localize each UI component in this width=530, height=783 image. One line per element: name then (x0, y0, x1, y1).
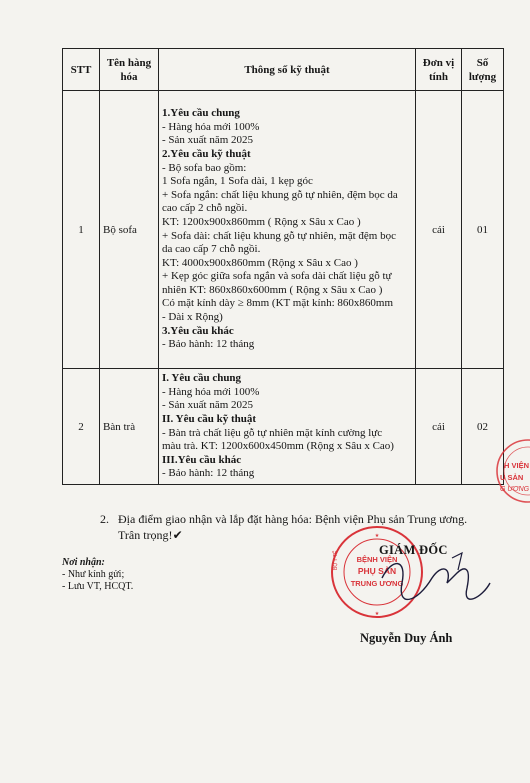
spec-heading: I. Yêu cầu chung (162, 372, 242, 385)
svg-text:BỘ Y TẾ: BỘ Y TẾ (333, 550, 339, 570)
row-item-name: Bộ sofa (100, 91, 159, 369)
row-stt: 2 (63, 369, 100, 485)
recipients-block (62, 557, 133, 593)
header-quantity: Số lượng (462, 49, 504, 91)
spec-line: - Hàng hóa mới 100% (162, 120, 260, 133)
row-unit: cái (416, 369, 462, 485)
row-item-name: Bàn trà (100, 369, 159, 485)
row-quantity: 01 (462, 91, 504, 369)
recipients-title: Nơi nhận: (62, 557, 105, 568)
spec-line: da cao cấp 7 chỗ ngồi. (162, 243, 261, 256)
row-spec (159, 369, 416, 485)
row-stt: 1 (63, 91, 100, 369)
spec-line: - Bảo hành: 12 tháng (162, 467, 255, 480)
spec-line: KT: 1200x900x860mm ( Rộng x Sâu x Cao ) (162, 215, 361, 228)
spec-line: + Sofa dài: chất liệu khung gỗ tự nhiên, mặt đệm bọc (162, 229, 396, 242)
svg-text:PHỤ SẢN: PHỤ SẢN (357, 566, 397, 576)
spec-line: + Sofa ngắn: chất liệu khung gỗ tự nhiên, đệm bọc da (162, 188, 398, 201)
svg-text:TRUNG ƯƠNG: TRUNG ƯƠNG (350, 579, 404, 588)
spec-line: cao cấp 2 chỗ ngồi. (162, 202, 248, 215)
spec-line: - Sản xuất năm 2025 (162, 134, 254, 147)
spec-heading: 3.Yêu cầu khác (162, 324, 234, 337)
spec-heading: 2.Yêu cầu kỹ thuật (162, 147, 251, 160)
delivery-location: 2. Địa điểm giao nhận và lắp đặt hàng hóa: Bệnh viện Phụ sản Trung ương. (100, 512, 468, 526)
svg-text:H VIỆN: H VIỆN (504, 461, 530, 470)
specification-table (62, 48, 504, 485)
spec-line: KT: 4000x900x860mm (Rộng x Sâu x Cao ) (162, 256, 358, 269)
header-spec: Thông số kỹ thuật (159, 49, 416, 91)
spec-line: nhiên KT: 860x860x600mm ( Rộng x Sâu x Cao ) (162, 283, 383, 296)
svg-text:U SẢN: U SẢN (500, 473, 524, 482)
spec-line: màu trà. KT: 1200x600x450mm (Rộng x Sâu x Cao) (162, 440, 394, 453)
spec-line: - Hàng hóa mới 100% (162, 385, 260, 398)
spec-line: + Kẹp góc giữa sofa ngắn và sofa dài chất liệu gỗ tự (162, 270, 392, 283)
spec-line: - Bộ sofa bao gồm: (162, 161, 247, 174)
spec-line: 1 Sofa ngắn, 1 Sofa dài, 1 kẹp góc (162, 175, 313, 188)
spec-line: Có mặt kính dày ≥ 8mm (KT mặt kính: 860x860mm (162, 297, 394, 310)
row-quantity: 02 (462, 369, 504, 485)
table-row (63, 369, 504, 485)
svg-text:G ƯƠNG: G ƯƠNG (500, 486, 530, 493)
header-item-name: Tên hàng hóa (100, 49, 159, 91)
svg-text:★: ★ (374, 534, 380, 539)
header-stt: STT (63, 49, 100, 91)
recipient-item: - Như kính gửi; (62, 569, 125, 580)
spec-heading: II. Yêu cầu kỹ thuật (162, 412, 257, 425)
table-header-row (63, 49, 504, 91)
spec-heading: III.Yêu cầu khác (162, 453, 242, 466)
spec-line: - Sản xuất năm 2025 (162, 399, 254, 412)
spec-line: - Bảo hành: 12 tháng (162, 338, 255, 351)
table-row (63, 91, 504, 369)
row-spec (159, 91, 416, 369)
partial-stamp (494, 435, 530, 505)
svg-text:BỆNH VIỆN: BỆNH VIỆN (356, 555, 398, 564)
spec-line: - Bàn trà chất liệu gỗ tự nhiên mặt kính cường lực (162, 426, 383, 439)
spec-line: - Dài x Rộng) (162, 311, 223, 324)
closing-text: Trân trọng!✔ (118, 528, 183, 542)
handwritten-signature (362, 548, 492, 628)
signer-position: GIÁM ĐỐC (379, 543, 448, 557)
header-unit: Đơn vị tính (416, 49, 462, 91)
svg-text:★: ★ (374, 612, 380, 617)
signer-name: Nguyễn Duy Ánh (360, 631, 453, 645)
recipient-item: - Lưu VT, HCQT. (62, 581, 134, 592)
spec-heading: 1.Yêu cầu chung (162, 107, 240, 120)
row-unit: cái (416, 91, 462, 369)
